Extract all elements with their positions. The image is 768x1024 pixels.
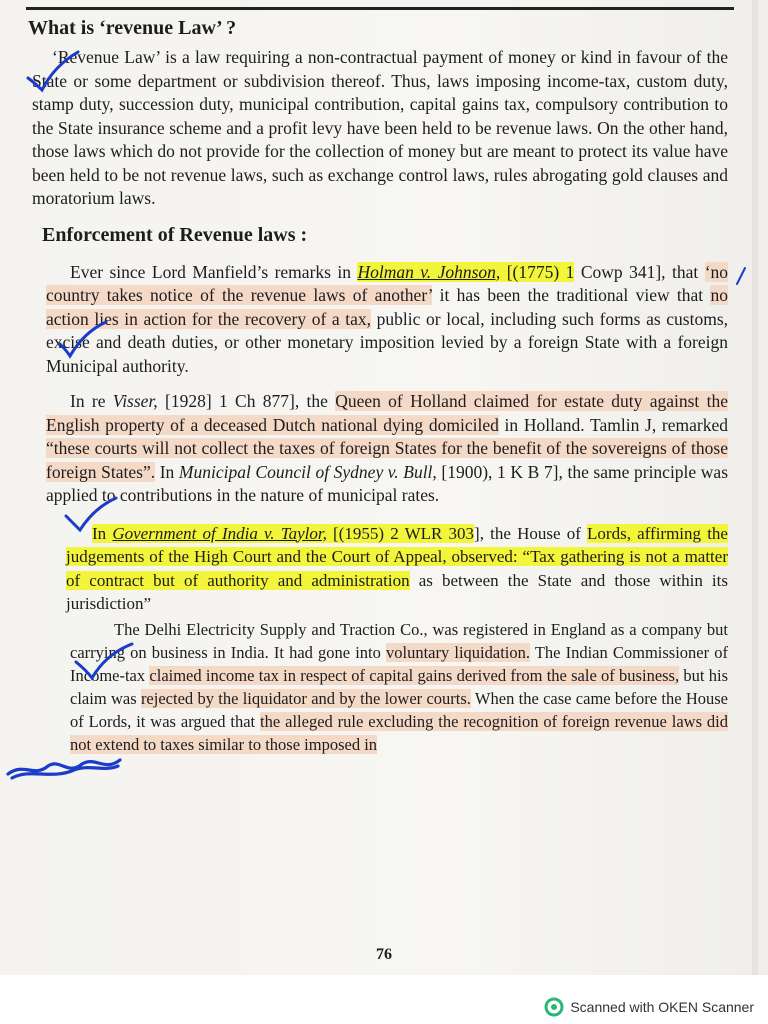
text-run: Visser,: [112, 391, 158, 411]
section-holman: [28, 261, 728, 379]
text-run: In re: [70, 391, 113, 411]
text-run: in Holland. Tamlin J, remarked: [498, 414, 728, 435]
text-run: ‘Revenue Law’ is a law requiring a non-contractual payment of money or kind in favour of the State or some department or subdivision thereof. Thus, laws imposing income-tax, custom duty, stamp duty, succession duty, municipal contribution, capital gains tax, compulsory contribution to the State insurance scheme and a profit levy have been held to be revenue laws. On the other hand, those laws which do not provide for the collection of money but are meant to protect its value have been held to be not revenue laws, such as exchange control laws, rules abrogating gold clauses and moratorium laws.: [32, 47, 728, 208]
text-run: [1900), 1 K B 7], the same principle was applied to contributions in the nature of municipal rates.: [46, 461, 729, 505]
heading-wrap: [28, 221, 728, 249]
text-run: voluntary liquidation.: [386, 642, 530, 662]
text-run: Ever since Lord Manfield’s remarks in: [70, 261, 358, 282]
pen-scribble-mark: [4, 752, 124, 784]
text-run: rejected by the liquidator and by the lower courts.: [140, 688, 471, 708]
text-run: it has been the traditional view that: [432, 285, 711, 305]
text-run: ‘no country takes notice of the revenue laws of another’: [46, 261, 729, 305]
text-run: claimed income tax in respect of capital gains derived from the sale of business,: [149, 665, 680, 685]
pen-slash-mark: [734, 266, 748, 286]
scanner-watermark: [544, 997, 754, 1017]
text-run: [(1775) 1: [500, 261, 575, 282]
pen-tick-mark-4: [72, 640, 136, 684]
text-run: [1928] 1 Ch 877], the: [157, 391, 336, 411]
text-run: the alleged rule excluding the recognition of foreign revenue laws did not extend to taxes similar to those imposed in: [70, 711, 728, 754]
heading-what-is-revenue-law: What is ‘revenue Law’ ?: [28, 17, 237, 39]
text-run: Lords, affirming the judgements of the High Court and the Court of Appeal, observed: “Tax gathering is not a matter of contract but of authority and administration: [66, 523, 728, 590]
text-run: as between the State and those within its jurisdiction”: [66, 570, 728, 613]
heading-enforcement: Enforcement of Revenue laws :: [42, 223, 308, 246]
page-number: 76: [376, 946, 392, 963]
section-visser: [28, 390, 728, 508]
paragraph-definition: [32, 46, 728, 211]
text-run: Holman v. Johnson,: [357, 261, 501, 282]
text-run: In: [155, 461, 179, 482]
text-run: The Indian Commissioner of Income-tax: [70, 642, 728, 685]
paragraph-holman: [46, 261, 728, 379]
scanner-label: Scanned with OKEN Scanner: [570, 999, 754, 1015]
text-run: ], the House of: [474, 523, 588, 543]
text-run: Queen of Holland claimed for estate duty against the English property of a deceased Dutch national dying domiciled: [46, 391, 728, 435]
section-definition: [28, 46, 728, 211]
text-run: [(1955) 2 WLR 303: [326, 523, 475, 543]
oken-scanner-logo-icon: [544, 997, 564, 1017]
scanner-watermark-bar: [0, 975, 768, 1024]
paragraph-delhi-electricity: [70, 618, 728, 756]
text-run: public or local, including such forms as customs, excise and death duties, or other monetary imposition levied by a foreign State with a foreign Municipal authority.: [46, 308, 729, 376]
pen-tick-mark-2: [56, 318, 110, 362]
text-run: When the case came before the House of Lords, it was argued that: [70, 688, 728, 731]
section-delhi-electricity: [28, 618, 728, 756]
section-taylor: [28, 522, 728, 616]
text-run: In: [92, 523, 113, 543]
text-run: Municipal Council of Sydney v. Bull,: [178, 461, 437, 482]
paragraph-visser: [46, 390, 728, 508]
text-run: but his claim was: [70, 665, 728, 708]
top-rule: [26, 7, 734, 10]
pen-tick-mark-3: [62, 494, 120, 536]
text-run: The Delhi Electricity Supply and Traction Co., was registered in England as a company but carrying on business in India. It had gone into: [70, 619, 728, 662]
paragraph-taylor: [66, 522, 728, 616]
text-run: “these courts will not collect the taxes of foreign States for the benefit of the sovereigns of those foreign States”.: [46, 438, 728, 482]
text-run: Government of India v. Taylor,: [112, 523, 327, 543]
pen-tick-mark-1: [24, 48, 82, 96]
page-edge: [752, 0, 758, 975]
text-run: no action lies in action for the recovery of a tax,: [46, 285, 728, 329]
text-run: Cowp 341], that: [574, 261, 705, 282]
